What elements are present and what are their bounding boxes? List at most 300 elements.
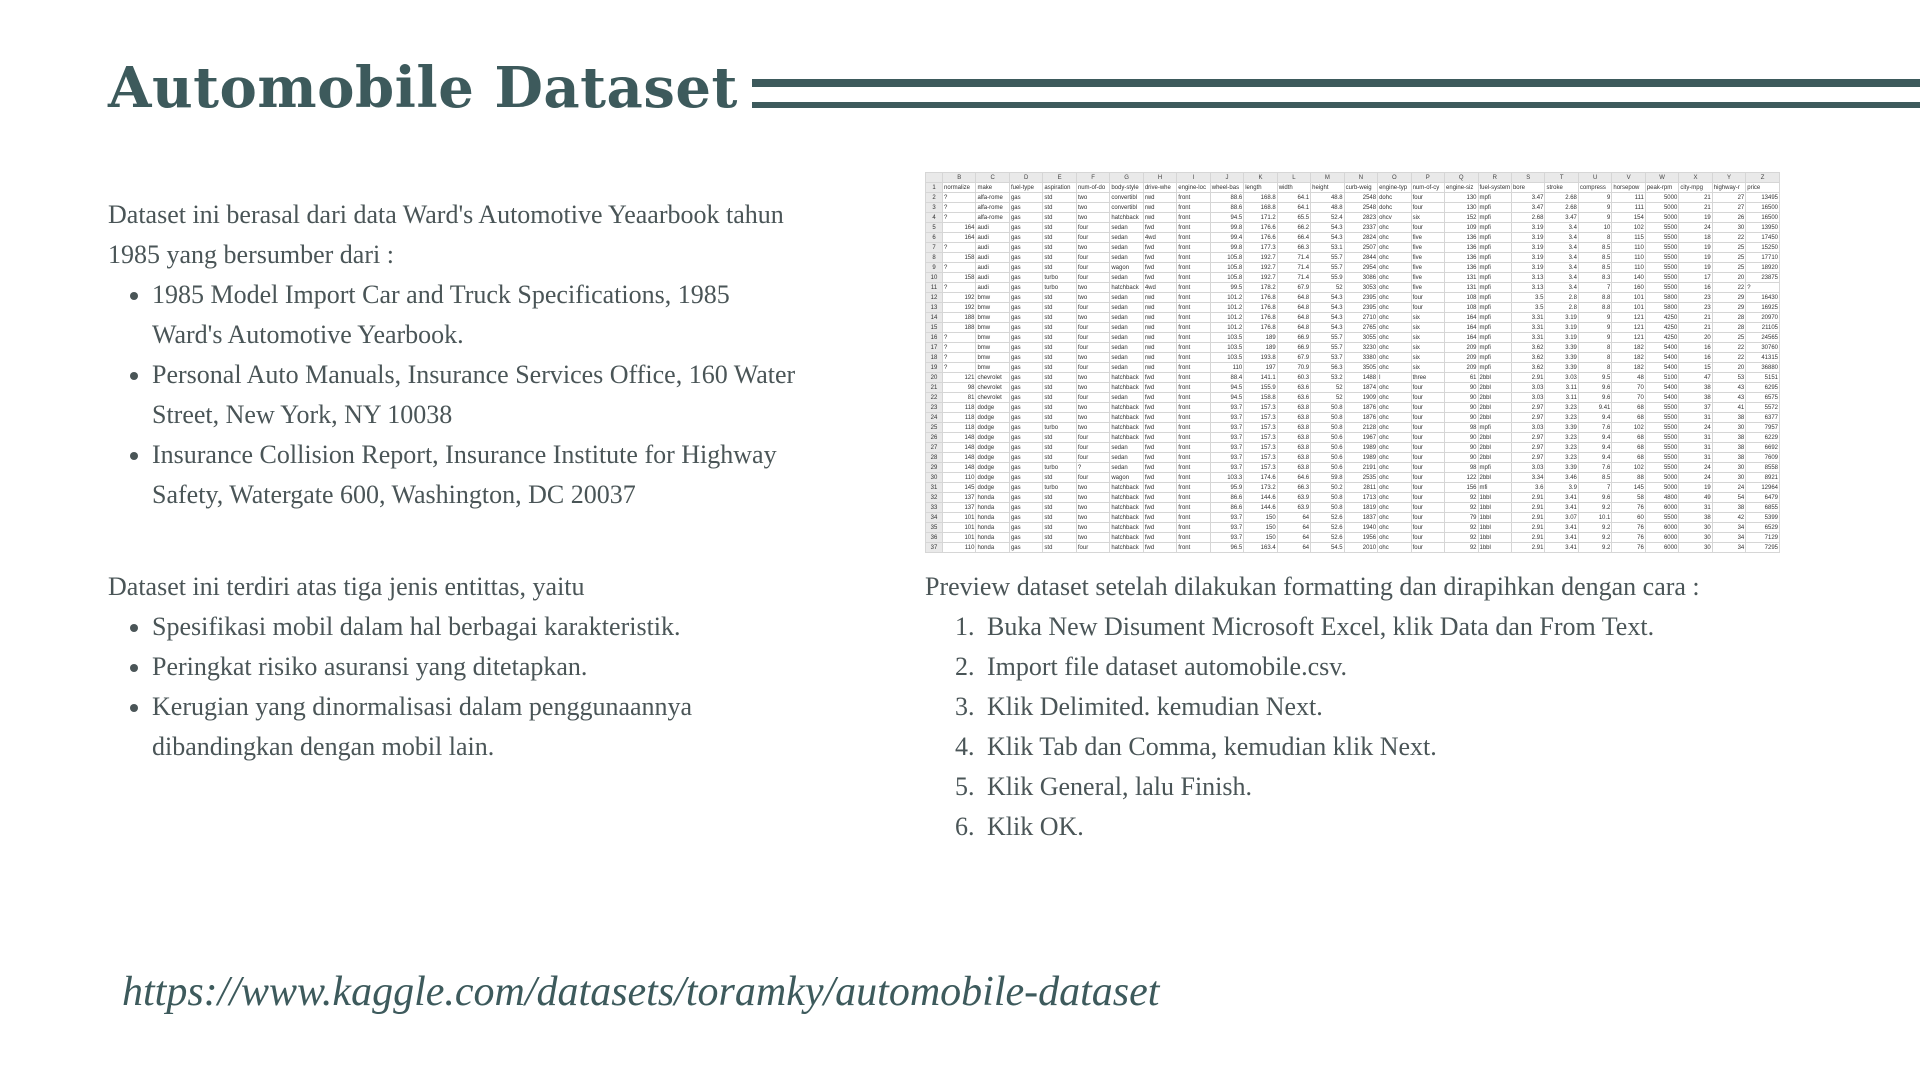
table-cell: 3.46 xyxy=(1545,473,1578,483)
table-cell: two xyxy=(1076,533,1109,543)
table-cell: mpfi xyxy=(1478,343,1511,353)
table-cell: fwd xyxy=(1143,493,1176,503)
table-cell: sedan xyxy=(1110,463,1143,473)
table-cell: 86.6 xyxy=(1210,503,1243,513)
table-cell: 24 xyxy=(1679,473,1712,483)
table-cell: 64.8 xyxy=(1277,313,1310,323)
table-cell: ? xyxy=(943,263,976,273)
table-cell: gas xyxy=(1009,503,1042,513)
table-cell: 81 xyxy=(943,393,976,403)
table-cell: 90 xyxy=(1445,453,1478,463)
table-cell: 71.4 xyxy=(1277,253,1310,263)
table-cell: four xyxy=(1076,453,1109,463)
table-cell: 101 xyxy=(943,533,976,543)
table-cell: 3.31 xyxy=(1511,313,1544,323)
table-cell: 193.8 xyxy=(1244,353,1277,363)
table-cell: sedan xyxy=(1110,333,1143,343)
table-cell: 3.19 xyxy=(1511,223,1544,233)
table-cell: 41 xyxy=(1712,403,1745,413)
table-cell: std xyxy=(1043,393,1076,403)
table-cell: ohc xyxy=(1378,313,1411,323)
table-cell: 1909 xyxy=(1344,393,1377,403)
table-cell: sedan xyxy=(1110,223,1143,233)
table-cell: 209 xyxy=(1445,343,1478,353)
table-row xyxy=(926,503,1780,513)
table-cell: 140 xyxy=(1612,273,1645,283)
table-cell: 13495 xyxy=(1746,193,1780,203)
table-cell: bmw xyxy=(976,303,1009,313)
row-number: 33 xyxy=(926,503,943,513)
table-cell: 1956 xyxy=(1344,533,1377,543)
table-cell: ohc xyxy=(1378,243,1411,253)
table-cell: front xyxy=(1177,433,1210,443)
table-cell: 5500 xyxy=(1645,233,1678,243)
table-cell: audi xyxy=(976,253,1009,263)
table-cell: 122 xyxy=(1445,473,1478,483)
table-cell: 176.8 xyxy=(1244,313,1277,323)
table-cell: horsepow xyxy=(1612,183,1645,193)
row-number: 1 xyxy=(926,183,943,193)
table-cell: 9.6 xyxy=(1578,493,1611,503)
table-cell: 189 xyxy=(1244,333,1277,343)
column-header: T xyxy=(1545,173,1578,183)
table-cell: hatchback xyxy=(1110,513,1143,523)
table-cell: gas xyxy=(1009,483,1042,493)
table-cell: front xyxy=(1177,413,1210,423)
table-cell: ohc xyxy=(1378,413,1411,423)
table-cell: ohc xyxy=(1378,333,1411,343)
row-number: 26 xyxy=(926,433,943,443)
table-cell: hatchback xyxy=(1110,533,1143,543)
table-cell: 3.62 xyxy=(1511,353,1544,363)
table-cell: 66.9 xyxy=(1277,333,1310,343)
table-cell: honda xyxy=(976,503,1009,513)
step-list xyxy=(925,607,1825,847)
table-cell: gas xyxy=(1009,293,1042,303)
table-cell: 52.6 xyxy=(1311,523,1344,533)
table-cell: 3.23 xyxy=(1545,413,1578,423)
table-cell: gas xyxy=(1009,333,1042,343)
source-item: • Personal Auto Manuals, Insurance Services Office, 160 Water Street, New York, NY 10038 xyxy=(152,355,798,435)
table-row xyxy=(926,353,1780,363)
table-cell: turbo xyxy=(1043,463,1076,473)
table-cell: two xyxy=(1076,373,1109,383)
table-cell: rwd xyxy=(1143,323,1176,333)
table-cell: 64.6 xyxy=(1277,473,1310,483)
table-cell: std xyxy=(1043,303,1076,313)
table-cell: 64 xyxy=(1277,543,1310,553)
table-cell: front xyxy=(1177,523,1210,533)
table-cell: 9.5 xyxy=(1578,373,1611,383)
table-cell: 5000 xyxy=(1645,193,1678,203)
table-cell: 5500 xyxy=(1645,403,1678,413)
table-cell: 30 xyxy=(1679,543,1712,553)
table-cell: 24 xyxy=(1712,483,1745,493)
table-cell: 31 xyxy=(1679,443,1712,453)
table-cell: 8 xyxy=(1578,353,1611,363)
table-cell: curb-weig xyxy=(1344,183,1377,193)
table-cell: hatchback xyxy=(1110,433,1143,443)
table-cell: ohc xyxy=(1378,263,1411,273)
table-cell: audi xyxy=(976,283,1009,293)
table-cell: 103.5 xyxy=(1210,343,1243,353)
table-cell: 157.3 xyxy=(1244,463,1277,473)
table-cell: four xyxy=(1076,263,1109,273)
table-cell: 7.6 xyxy=(1578,423,1611,433)
table-cell: 157.3 xyxy=(1244,413,1277,423)
row-number: 9 xyxy=(926,263,943,273)
table-cell: wagon xyxy=(1110,473,1143,483)
table-cell: alfa-rome xyxy=(976,193,1009,203)
table-cell: 105.8 xyxy=(1210,273,1243,283)
table-cell: 2.97 xyxy=(1511,453,1544,463)
table-cell: six xyxy=(1411,213,1444,223)
table-cell: 5500 xyxy=(1645,273,1678,283)
table-cell: 176.6 xyxy=(1244,233,1277,243)
table-cell: 92 xyxy=(1445,503,1478,513)
table-cell: 88.4 xyxy=(1210,373,1243,383)
table-cell: wagon xyxy=(1110,263,1143,273)
table-cell: 101.2 xyxy=(1210,303,1243,313)
table-cell: 98 xyxy=(1445,463,1478,473)
table-cell: 5400 xyxy=(1645,343,1678,353)
table-cell: std xyxy=(1043,473,1076,483)
table-cell: 164 xyxy=(1445,333,1478,343)
table-cell: 63.9 xyxy=(1277,503,1310,513)
table-cell: front xyxy=(1177,253,1210,263)
page-title: Automobile Dataset xyxy=(108,55,738,121)
table-cell: four xyxy=(1411,493,1444,503)
table-cell: 6295 xyxy=(1746,383,1780,393)
entity-item: • Kerugian yang dinormalisasi dalam penggunaannya dibandingkan dengan mobil lain. xyxy=(152,687,798,767)
table-cell: 55.7 xyxy=(1311,343,1344,353)
table-cell: 43 xyxy=(1712,393,1745,403)
table-cell: 90 xyxy=(1445,383,1478,393)
table-cell: 108 xyxy=(1445,293,1478,303)
table-cell: chevrolet xyxy=(976,393,1009,403)
table-cell: 88.6 xyxy=(1210,193,1243,203)
table-cell: 4250 xyxy=(1645,313,1678,323)
table-cell: 70 xyxy=(1612,383,1645,393)
table-cell: std xyxy=(1043,293,1076,303)
table-cell: 3505 xyxy=(1344,363,1377,373)
table-cell: ohc xyxy=(1378,463,1411,473)
table-cell: 145 xyxy=(943,483,976,493)
row-number: 15 xyxy=(926,323,943,333)
table-cell: 8 xyxy=(1578,363,1611,373)
table-cell: 5400 xyxy=(1645,393,1678,403)
table-cell: 121 xyxy=(943,373,976,383)
table-cell: 71.4 xyxy=(1277,273,1310,283)
table-cell: 70.9 xyxy=(1277,363,1310,373)
table-cell: 3.03 xyxy=(1511,383,1544,393)
table-cell: 38 xyxy=(1712,453,1745,463)
row-number: 4 xyxy=(926,213,943,223)
table-cell: turbo xyxy=(1043,483,1076,493)
table-cell: 157.3 xyxy=(1244,423,1277,433)
table-cell: four xyxy=(1076,433,1109,443)
column-header: R xyxy=(1478,173,1511,183)
table-cell: ohc xyxy=(1378,353,1411,363)
table-cell: 164 xyxy=(943,233,976,243)
table-cell: 24565 xyxy=(1746,333,1780,343)
source-list xyxy=(108,275,798,515)
table-cell: ? xyxy=(943,343,976,353)
row-number: 19 xyxy=(926,363,943,373)
table-cell: 5500 xyxy=(1645,423,1678,433)
table-cell: ohc xyxy=(1378,393,1411,403)
table-cell: 34 xyxy=(1712,533,1745,543)
row-number: 34 xyxy=(926,513,943,523)
table-cell: 53.2 xyxy=(1311,373,1344,383)
table-cell: gas xyxy=(1009,383,1042,393)
table-cell: 52 xyxy=(1311,393,1344,403)
table-cell: hatchback xyxy=(1110,373,1143,383)
table-cell: front xyxy=(1177,323,1210,333)
table-cell: mfi xyxy=(1478,483,1511,493)
table-cell: 59.8 xyxy=(1311,473,1344,483)
table-cell: 50.8 xyxy=(1311,423,1344,433)
table-cell: 86.6 xyxy=(1210,493,1243,503)
table-cell: 3.41 xyxy=(1545,523,1578,533)
column-header: U xyxy=(1578,173,1611,183)
table-cell: 2128 xyxy=(1344,423,1377,433)
column-header: S xyxy=(1511,173,1544,183)
table-cell: 4250 xyxy=(1645,333,1678,343)
table-cell: 3.19 xyxy=(1511,233,1544,243)
dataset-link[interactable]: https://www.kaggle.com/datasets/toramky/automobile-dataset xyxy=(122,969,1160,1015)
table-cell: 2.91 xyxy=(1511,533,1544,543)
table-cell: 150 xyxy=(1244,523,1277,533)
table-cell: gas xyxy=(1009,233,1042,243)
table-cell: 2bbl xyxy=(1478,393,1511,403)
table-cell: four xyxy=(1411,223,1444,233)
table-cell: 3.4 xyxy=(1545,243,1578,253)
table-cell: 50.6 xyxy=(1311,453,1344,463)
table-cell: 101 xyxy=(943,523,976,533)
row-number: 21 xyxy=(926,383,943,393)
table-cell: 101 xyxy=(943,513,976,523)
table-cell: 148 xyxy=(943,433,976,443)
table-cell: six xyxy=(1411,323,1444,333)
table-cell: 52 xyxy=(1311,383,1344,393)
table-cell: 3.34 xyxy=(1511,473,1544,483)
table-cell: ohc xyxy=(1378,323,1411,333)
column-header-row xyxy=(926,173,1780,183)
table-cell: 3.47 xyxy=(1511,203,1544,213)
table-cell: mpfi xyxy=(1478,233,1511,243)
table-cell: std xyxy=(1043,263,1076,273)
table-cell: gas xyxy=(1009,393,1042,403)
table-row xyxy=(926,383,1780,393)
table-cell: 5800 xyxy=(1645,293,1678,303)
table-cell: engine-typ xyxy=(1378,183,1411,193)
table-cell: 38 xyxy=(1679,383,1712,393)
table-cell: 164 xyxy=(1445,313,1478,323)
table-cell: 110 xyxy=(1612,263,1645,273)
table-cell: 9.4 xyxy=(1578,443,1611,453)
table-cell: 189 xyxy=(1244,343,1277,353)
table-cell: ohc xyxy=(1378,533,1411,543)
preview-steps-section xyxy=(925,567,1825,847)
table-cell: 30 xyxy=(1712,223,1745,233)
table-cell: front xyxy=(1177,403,1210,413)
table-cell: ohc xyxy=(1378,483,1411,493)
table-cell: mpfi xyxy=(1478,313,1511,323)
table-cell: two xyxy=(1076,413,1109,423)
table-cell: 19 xyxy=(1679,243,1712,253)
table-cell: 60 xyxy=(1612,513,1645,523)
table-cell: 54.3 xyxy=(1311,303,1344,313)
table-cell: drive-whe xyxy=(1143,183,1176,193)
table-cell: dodge xyxy=(976,433,1009,443)
table-cell: 5500 xyxy=(1645,243,1678,253)
table-cell: 197 xyxy=(1244,363,1277,373)
table-cell: 31 xyxy=(1679,413,1712,423)
row-number: 11 xyxy=(926,283,943,293)
table-cell: 25 xyxy=(1712,263,1745,273)
table-cell: front xyxy=(1177,263,1210,273)
table-cell: mpfi xyxy=(1478,253,1511,263)
table-cell: front xyxy=(1177,383,1210,393)
row-number: 10 xyxy=(926,273,943,283)
table-cell: front xyxy=(1177,463,1210,473)
table-cell: std xyxy=(1043,343,1076,353)
entities-section xyxy=(108,567,798,767)
table-cell: four xyxy=(1411,303,1444,313)
table-cell: price xyxy=(1746,183,1780,193)
column-header: O xyxy=(1378,173,1411,183)
table-cell: 3.41 xyxy=(1545,503,1578,513)
row-number: 20 xyxy=(926,373,943,383)
table-cell: 157.3 xyxy=(1244,443,1277,453)
corner-cell xyxy=(926,173,943,183)
table-cell: 5000 xyxy=(1645,203,1678,213)
table-cell: 99.4 xyxy=(1210,233,1243,243)
table-cell: engine-siz xyxy=(1445,183,1478,193)
table-cell: four xyxy=(1076,393,1109,403)
table-cell: 5400 xyxy=(1645,383,1678,393)
table-cell: 192 xyxy=(943,303,976,313)
table-cell: five xyxy=(1411,253,1444,263)
table-cell: 30 xyxy=(1679,533,1712,543)
table-cell: 2bbl xyxy=(1478,443,1511,453)
source-item: • 1985 Model Import Car and Truck Specifications, 1985 Ward's Automotive Yearbook. xyxy=(152,275,798,355)
table-cell: ohc xyxy=(1378,443,1411,453)
table-cell: 136 xyxy=(1445,233,1478,243)
table-cell: 111 xyxy=(1612,203,1645,213)
table-cell: ? xyxy=(943,283,976,293)
row-number: 2 xyxy=(926,193,943,203)
table-cell: 54.3 xyxy=(1311,223,1344,233)
table-cell: 8558 xyxy=(1746,463,1780,473)
table-cell: 21 xyxy=(1679,323,1712,333)
table-cell: ohc xyxy=(1378,433,1411,443)
table-cell: two xyxy=(1076,193,1109,203)
table-cell: sedan xyxy=(1110,313,1143,323)
table-cell: 5800 xyxy=(1645,303,1678,313)
table-cell: four xyxy=(1411,523,1444,533)
table-cell: 5151 xyxy=(1746,373,1780,383)
table-cell: 8 xyxy=(1578,343,1611,353)
table-cell: 64 xyxy=(1277,523,1310,533)
table-cell: std xyxy=(1043,323,1076,333)
table-cell: mpfi xyxy=(1478,363,1511,373)
table-cell: 2bbl xyxy=(1478,433,1511,443)
table-cell: 1bbl xyxy=(1478,493,1511,503)
table-cell: 2bbl xyxy=(1478,413,1511,423)
table-cell: 29 xyxy=(1712,293,1745,303)
table-cell: 6000 xyxy=(1645,533,1678,543)
table-cell: fwd xyxy=(1143,243,1176,253)
table-cell: gas xyxy=(1009,533,1042,543)
table-cell: ohc xyxy=(1378,543,1411,553)
table-cell: 3.07 xyxy=(1545,513,1578,523)
table-cell: mpfi xyxy=(1478,323,1511,333)
table-cell: 9 xyxy=(1578,193,1611,203)
table-cell: front xyxy=(1177,313,1210,323)
table-cell: 3380 xyxy=(1344,353,1377,363)
table-cell: mpfi xyxy=(1478,213,1511,223)
table-cell: 164 xyxy=(1445,323,1478,333)
table-cell: sedan xyxy=(1110,233,1143,243)
table-cell: mpfi xyxy=(1478,333,1511,343)
table-cell: ? xyxy=(1076,463,1109,473)
table-cell: four xyxy=(1411,543,1444,553)
table-cell: 24 xyxy=(1679,463,1712,473)
row-number: 29 xyxy=(926,463,943,473)
table-cell: 98 xyxy=(1445,423,1478,433)
table-cell: 5500 xyxy=(1645,413,1678,423)
table-cell: fwd xyxy=(1143,523,1176,533)
table-cell: 36880 xyxy=(1746,363,1780,373)
table-cell: 6377 xyxy=(1746,413,1780,423)
table-cell: 8.3 xyxy=(1578,273,1611,283)
table-cell: gas xyxy=(1009,403,1042,413)
table-cell: ohc xyxy=(1378,473,1411,483)
table-cell: honda xyxy=(976,513,1009,523)
table-cell: sedan xyxy=(1110,443,1143,453)
table-cell: 3.19 xyxy=(1545,313,1578,323)
table-cell: 7 xyxy=(1578,483,1611,493)
table-cell: gas xyxy=(1009,543,1042,553)
table-cell: honda xyxy=(976,523,1009,533)
table-cell: 5500 xyxy=(1645,463,1678,473)
table-cell: bmw xyxy=(976,323,1009,333)
table-cell: 67.9 xyxy=(1277,283,1310,293)
table-cell: gas xyxy=(1009,323,1042,333)
table-cell: rwd xyxy=(1143,303,1176,313)
table-cell: 1bbl xyxy=(1478,533,1511,543)
table-cell: four xyxy=(1076,473,1109,483)
table-cell: 9 xyxy=(1578,333,1611,343)
table-cell: front xyxy=(1177,483,1210,493)
table-cell: four xyxy=(1411,473,1444,483)
table-cell: 3.31 xyxy=(1511,323,1544,333)
table-cell: front xyxy=(1177,453,1210,463)
table-cell: ohc xyxy=(1378,303,1411,313)
table-cell: front xyxy=(1177,533,1210,543)
table-cell: std xyxy=(1043,363,1076,373)
table-cell: turbo xyxy=(1043,283,1076,293)
table-cell: gas xyxy=(1009,443,1042,453)
table-cell: std xyxy=(1043,513,1076,523)
table-cell: 5000 xyxy=(1645,473,1678,483)
table-cell: 48 xyxy=(1612,373,1645,383)
table-cell: ? xyxy=(943,203,976,213)
table-cell: 3.62 xyxy=(1511,363,1544,373)
table-cell: ohcv xyxy=(1378,213,1411,223)
